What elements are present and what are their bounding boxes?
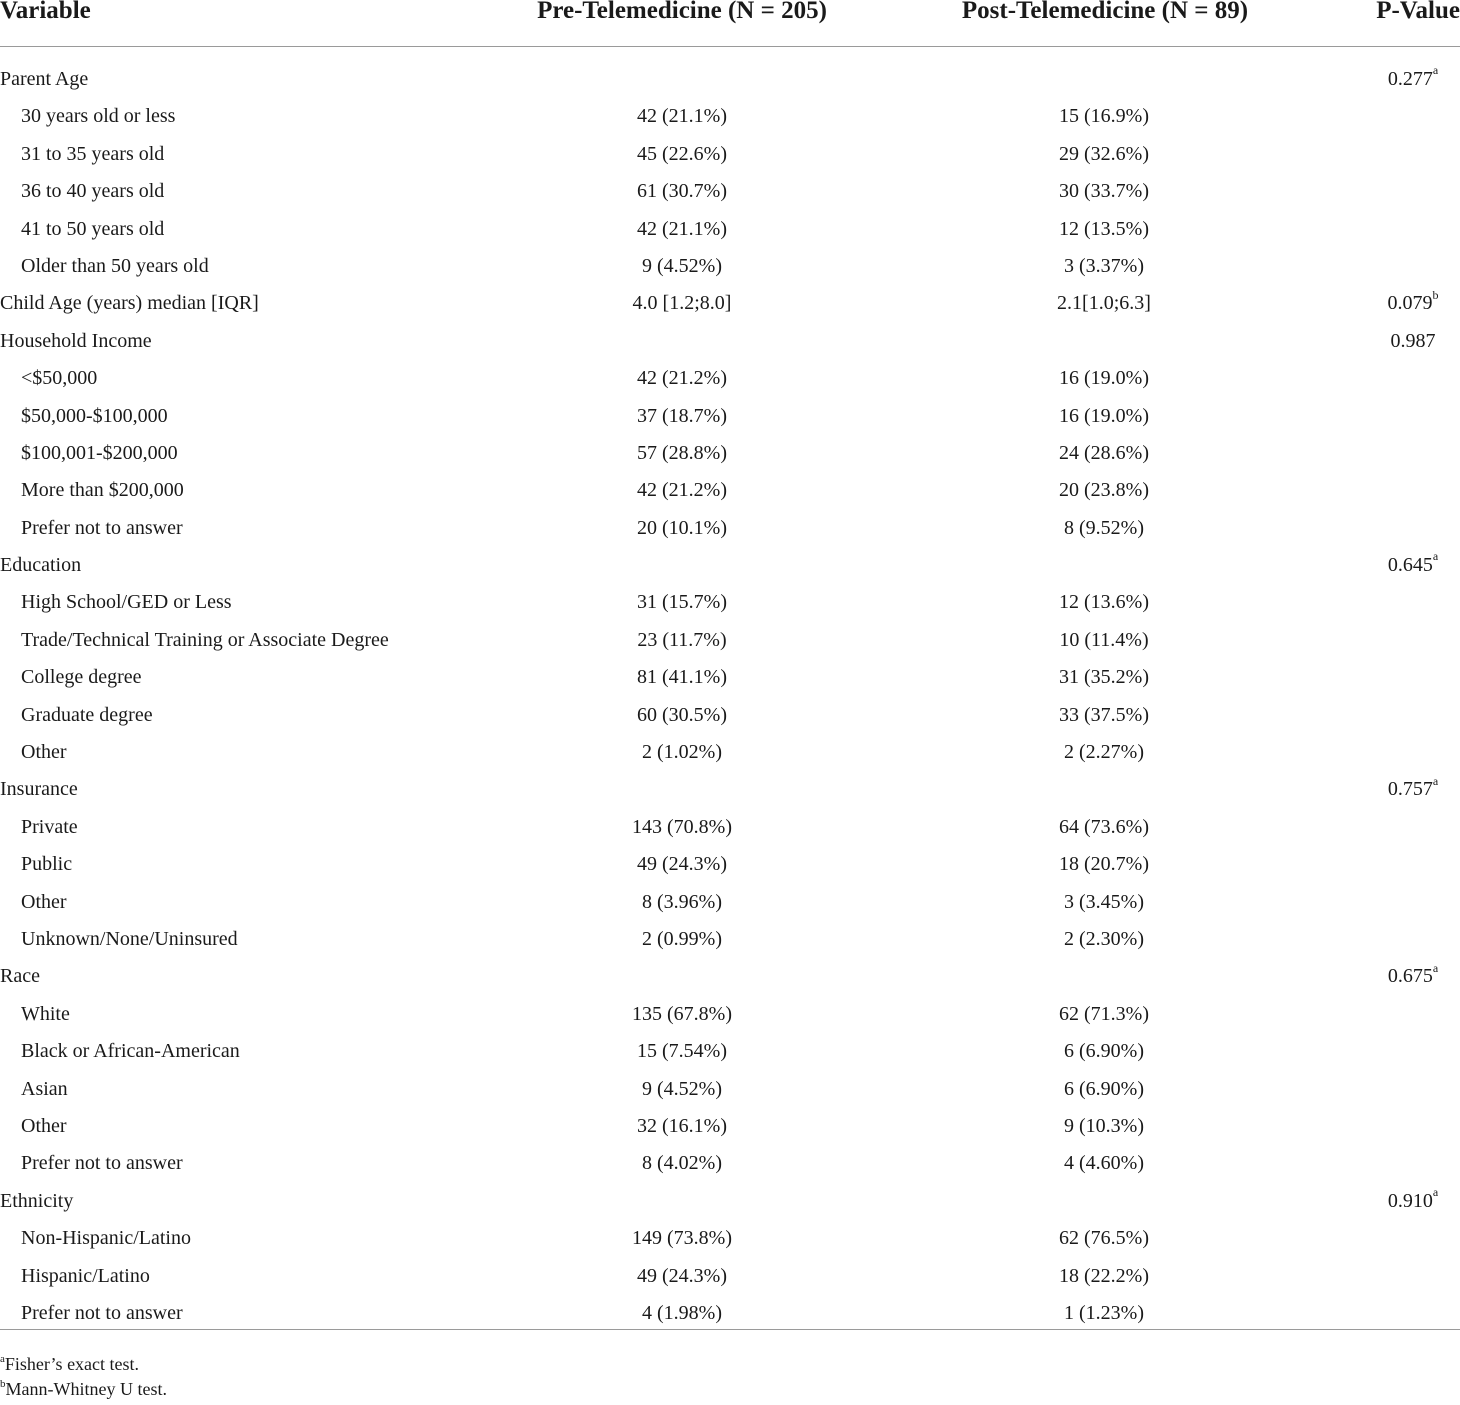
table-row — [0, 173, 1460, 210]
cell-variable: $50,000-$100,000 — [21, 404, 168, 427]
cell-post-telemedicine: 3 (3.37%) — [1064, 254, 1144, 277]
cell-pre-telemedicine: 60 (30.5%) — [637, 703, 727, 726]
cell-variable: Non-Hispanic/Latino — [21, 1227, 191, 1250]
footnote-mark: b — [0, 1378, 6, 1390]
p-value-text: 0.079 — [1387, 292, 1433, 315]
table-row — [0, 584, 1460, 621]
cell-p-value — [1388, 958, 1438, 995]
cell-variable: Older than 50 years old — [21, 254, 209, 277]
cell-variable: Education — [0, 554, 82, 577]
table-row — [0, 1033, 1460, 1070]
table-row — [0, 622, 1460, 659]
cell-pre-telemedicine: 15 (7.54%) — [637, 1040, 727, 1063]
header-pre-telemedicine: Pre-Telemedicine (N = 205) — [537, 0, 827, 24]
cell-pre-telemedicine: 45 (22.6%) — [637, 142, 727, 165]
header-variable: Variable — [0, 0, 91, 24]
p-value-text: 0.757 — [1387, 778, 1433, 801]
cell-post-telemedicine: 18 (22.2%) — [1059, 1264, 1149, 1287]
p-value-text: 0.675 — [1387, 965, 1433, 988]
cell-pre-telemedicine: 143 (70.8%) — [632, 815, 732, 838]
cell-pre-telemedicine: 42 (21.2%) — [637, 479, 727, 502]
p-value-text: 0.910 — [1387, 1189, 1433, 1212]
cell-pre-telemedicine: 2 (0.99%) — [642, 927, 722, 950]
table-row — [0, 510, 1460, 547]
cell-post-telemedicine: 29 (32.6%) — [1059, 142, 1149, 165]
footnote-text: Fisher’s exact test. — [4, 1354, 140, 1374]
cell-post-telemedicine: 6 (6.90%) — [1064, 1040, 1144, 1063]
cell-pre-telemedicine: 9 (4.52%) — [642, 254, 722, 277]
cell-p-value — [1388, 285, 1439, 322]
cell-pre-telemedicine: 32 (16.1%) — [637, 1114, 727, 1137]
table-row — [0, 1108, 1460, 1145]
cell-pre-telemedicine: 20 (10.1%) — [637, 516, 727, 539]
cell-p-value — [1388, 547, 1438, 584]
table-row — [0, 996, 1460, 1033]
cell-pre-telemedicine: 61 (30.7%) — [637, 180, 727, 203]
cell-post-telemedicine: 24 (28.6%) — [1059, 441, 1149, 464]
cell-variable: Hispanic/Latino — [21, 1264, 150, 1287]
cell-post-telemedicine: 4 (4.60%) — [1064, 1152, 1144, 1175]
table-row — [0, 1258, 1460, 1295]
cell-variable: Ethnicity — [0, 1189, 74, 1212]
cell-post-telemedicine: 16 (19.0%) — [1059, 404, 1149, 427]
cell-post-telemedicine: 62 (76.5%) — [1059, 1227, 1149, 1250]
cell-variable: Graduate degree — [21, 703, 153, 726]
cell-pre-telemedicine: 31 (15.7%) — [637, 591, 727, 614]
cell-post-telemedicine: 2 (2.27%) — [1064, 741, 1144, 764]
footnote-mark: b — [1432, 287, 1439, 302]
cell-variable: 36 to 40 years old — [21, 180, 165, 203]
cell-pre-telemedicine: 49 (24.3%) — [637, 853, 727, 876]
header-p-value: P-Value — [1376, 0, 1460, 24]
cell-variable: Trade/Technical Training or Associate Degree — [21, 628, 389, 651]
cell-pre-telemedicine: 149 (73.8%) — [632, 1227, 732, 1250]
cell-post-telemedicine: 20 (23.8%) — [1059, 479, 1149, 502]
cell-variable: Prefer not to answer — [21, 1301, 183, 1324]
cell-post-telemedicine: 9 (10.3%) — [1064, 1114, 1144, 1137]
cell-variable: Prefer not to answer — [21, 516, 183, 539]
cell-pre-telemedicine: 8 (3.96%) — [642, 890, 722, 913]
cell-pre-telemedicine: 37 (18.7%) — [637, 404, 727, 427]
cell-variable: Other — [21, 890, 67, 913]
footnote — [0, 1377, 167, 1402]
cell-variable: Other — [21, 741, 67, 764]
cell-post-telemedicine: 33 (37.5%) — [1059, 703, 1149, 726]
cell-pre-telemedicine: 9 (4.52%) — [642, 1077, 722, 1100]
table-row — [0, 734, 1460, 771]
table-row — [0, 472, 1460, 509]
table-group-row — [0, 285, 1460, 322]
cell-variable: White — [21, 1002, 70, 1025]
cell-variable: $100,001-$200,000 — [21, 441, 178, 464]
cell-post-telemedicine: 1 (1.23%) — [1064, 1301, 1144, 1324]
cell-p-value — [1388, 61, 1438, 98]
cell-variable: Black or African-American — [21, 1040, 240, 1063]
cell-post-telemedicine: 18 (20.7%) — [1059, 853, 1149, 876]
cell-pre-telemedicine: 57 (28.8%) — [637, 441, 727, 464]
footnote — [0, 1352, 167, 1377]
table-row — [0, 1295, 1460, 1332]
table-group-row — [0, 61, 1460, 98]
cell-variable: 41 to 50 years old — [21, 217, 165, 240]
cell-pre-telemedicine: 81 (41.1%) — [637, 666, 727, 689]
cell-post-telemedicine: 2.1[1.0;6.3] — [1057, 292, 1151, 315]
cell-variable: High School/GED or Less — [21, 591, 232, 614]
table-row — [0, 398, 1460, 435]
cell-pre-telemedicine: 42 (21.2%) — [637, 367, 727, 390]
table-footnotes — [0, 1352, 167, 1402]
cell-variable: Unknown/None/Uninsured — [21, 927, 238, 950]
table-row — [0, 211, 1460, 248]
cell-post-telemedicine: 30 (33.7%) — [1059, 180, 1149, 203]
table-group-row — [0, 1183, 1460, 1220]
cell-variable: <$50,000 — [21, 367, 98, 390]
cell-pre-telemedicine: 42 (21.1%) — [637, 217, 727, 240]
table-row — [0, 846, 1460, 883]
cell-pre-telemedicine: 135 (67.8%) — [632, 1002, 732, 1025]
footnote-mark: a — [1432, 63, 1439, 78]
footnote-mark: a — [1432, 773, 1439, 788]
cell-variable: Private — [21, 815, 78, 838]
table-header — [0, 0, 1460, 47]
table-row — [0, 921, 1460, 958]
cell-post-telemedicine: 3 (3.45%) — [1064, 890, 1144, 913]
cell-post-telemedicine: 12 (13.5%) — [1059, 217, 1149, 240]
p-value-text: 0.645 — [1387, 554, 1433, 577]
cell-variable: 31 to 35 years old — [21, 142, 165, 165]
table-group-row — [0, 547, 1460, 584]
table-row — [0, 435, 1460, 472]
cell-post-telemedicine: 64 (73.6%) — [1059, 815, 1149, 838]
p-value-text: 0.277 — [1387, 68, 1433, 90]
cell-pre-telemedicine: 49 (24.3%) — [637, 1264, 727, 1287]
cell-p-value — [1391, 323, 1436, 360]
footnote-mark: a — [1432, 960, 1439, 975]
table-group-row — [0, 958, 1460, 995]
table-group-row — [0, 771, 1460, 808]
cell-post-telemedicine: 31 (35.2%) — [1059, 666, 1149, 689]
cell-variable: Prefer not to answer — [21, 1152, 183, 1175]
cell-pre-telemedicine: 23 (11.7%) — [637, 628, 727, 651]
table-row — [0, 884, 1460, 921]
table-row — [0, 809, 1460, 846]
table-row — [0, 1145, 1460, 1182]
cell-variable: Asian — [21, 1077, 68, 1100]
cell-pre-telemedicine: 2 (1.02%) — [642, 741, 722, 764]
table-group-row — [0, 323, 1460, 360]
cell-p-value — [1388, 1183, 1438, 1220]
cell-pre-telemedicine: 8 (4.02%) — [642, 1152, 722, 1175]
table-row — [0, 98, 1460, 135]
cell-variable: Child Age (years) median [IQR] — [0, 292, 259, 315]
footnote-mark: a — [0, 1353, 5, 1365]
cell-variable: College degree — [21, 666, 142, 689]
cell-post-telemedicine: 12 (13.6%) — [1059, 591, 1149, 614]
footnote-mark: a — [1432, 1185, 1439, 1200]
cell-variable: Insurance — [0, 778, 78, 801]
cell-post-telemedicine: 16 (19.0%) — [1059, 367, 1149, 390]
cell-variable: More than $200,000 — [21, 479, 184, 502]
table-row — [0, 659, 1460, 696]
cell-variable: Household Income — [0, 329, 152, 352]
p-value-text: 0.987 — [1390, 329, 1436, 352]
cell-post-telemedicine: 6 (6.90%) — [1064, 1077, 1144, 1100]
footnote-mark: a — [1432, 549, 1439, 564]
cell-variable: Parent Age — [0, 68, 89, 90]
cell-post-telemedicine: 62 (71.3%) — [1059, 1002, 1149, 1025]
cell-post-telemedicine: 8 (9.52%) — [1064, 516, 1144, 539]
cell-variable: Other — [21, 1114, 67, 1137]
cell-post-telemedicine: 2 (2.30%) — [1064, 927, 1144, 950]
table-row — [0, 248, 1460, 285]
footnote-text: Mann-Whitney U test. — [5, 1379, 167, 1399]
cell-pre-telemedicine: 4 (1.98%) — [642, 1301, 722, 1324]
cell-post-telemedicine: 15 (16.9%) — [1059, 105, 1149, 128]
cell-pre-telemedicine: 4.0 [1.2;8.0] — [632, 292, 732, 315]
cell-variable: Public — [21, 853, 73, 876]
header-post-telemedicine: Post-Telemedicine (N = 89) — [961, 0, 1249, 24]
cell-p-value — [1388, 771, 1438, 808]
table-row — [0, 360, 1460, 397]
table-row — [0, 136, 1460, 173]
table-row — [0, 697, 1460, 734]
cell-variable: 30 years old or less — [21, 105, 176, 128]
table-row — [0, 1071, 1460, 1108]
cell-post-telemedicine: 10 (11.4%) — [1059, 628, 1149, 651]
cell-variable: Race — [0, 965, 40, 988]
table-row — [0, 1220, 1460, 1257]
cell-pre-telemedicine: 42 (21.1%) — [637, 105, 727, 128]
table-body — [0, 47, 1460, 1330]
